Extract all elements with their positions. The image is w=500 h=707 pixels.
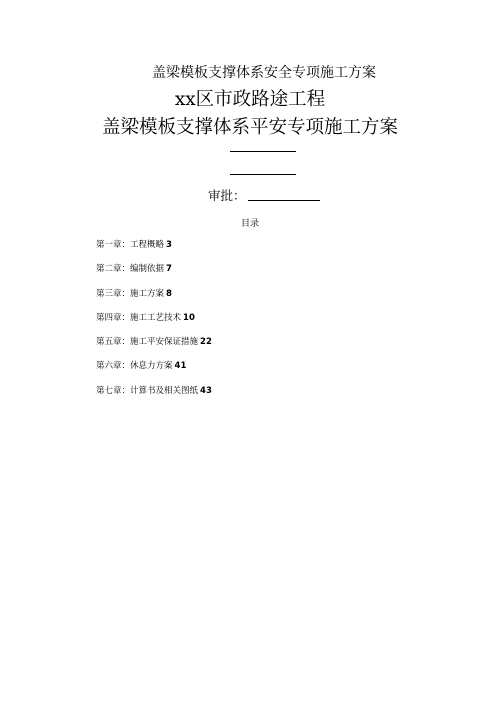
toc-title: 休息力方案	[130, 361, 173, 372]
toc-chapter: 第六章：	[96, 361, 131, 372]
toc-heading: 目录	[240, 219, 259, 229]
toc-item	[96, 312, 212, 336]
toc-page-number: 43	[200, 385, 212, 396]
toc-title: 编制依据	[130, 264, 165, 275]
toc-page-number: 7	[166, 264, 172, 275]
toc-page-number: 3	[166, 240, 172, 250]
toc-chapter: 第一章：	[96, 240, 131, 250]
toc-title: 施工方案	[130, 288, 165, 299]
toc-item	[96, 385, 212, 409]
plan-title: 盖梁模板支撑体系平安专项施工方案	[101, 117, 398, 138]
toc-item	[96, 263, 212, 287]
toc-chapter: 第二章：	[96, 264, 131, 275]
project-title: xx区市政路途工程	[174, 89, 326, 110]
toc-chapter: 第七章：	[96, 385, 131, 396]
toc-chapter: 第三章：	[96, 288, 131, 299]
document-header-title: 盖梁模板支撑体系安全专项施工方案	[152, 65, 376, 81]
toc-chapter: 第五章：	[96, 337, 131, 348]
toc-item	[96, 288, 212, 312]
toc-title: 施工平安保证措施	[130, 337, 199, 348]
toc-title: 计算书及相关图纸	[130, 385, 199, 396]
toc-page-number: 8	[166, 288, 172, 299]
toc-page-number: 10	[183, 312, 195, 323]
toc-chapter: 第四章：	[96, 312, 131, 323]
toc-title: 施工工艺技术	[130, 312, 182, 323]
approval-row	[208, 184, 320, 204]
signature-blank-line-2	[230, 174, 296, 175]
approval-blank-line	[248, 200, 320, 201]
toc-page-number: 41	[174, 361, 187, 372]
toc-item	[96, 336, 212, 360]
table-of-contents	[96, 239, 212, 409]
signature-blank-line-1	[230, 151, 296, 152]
toc-page-number: 22	[200, 337, 212, 348]
toc-item	[96, 239, 212, 263]
approval-label: 审批：	[208, 188, 246, 203]
toc-title: 工程概略	[130, 240, 165, 250]
toc-item	[96, 360, 212, 384]
